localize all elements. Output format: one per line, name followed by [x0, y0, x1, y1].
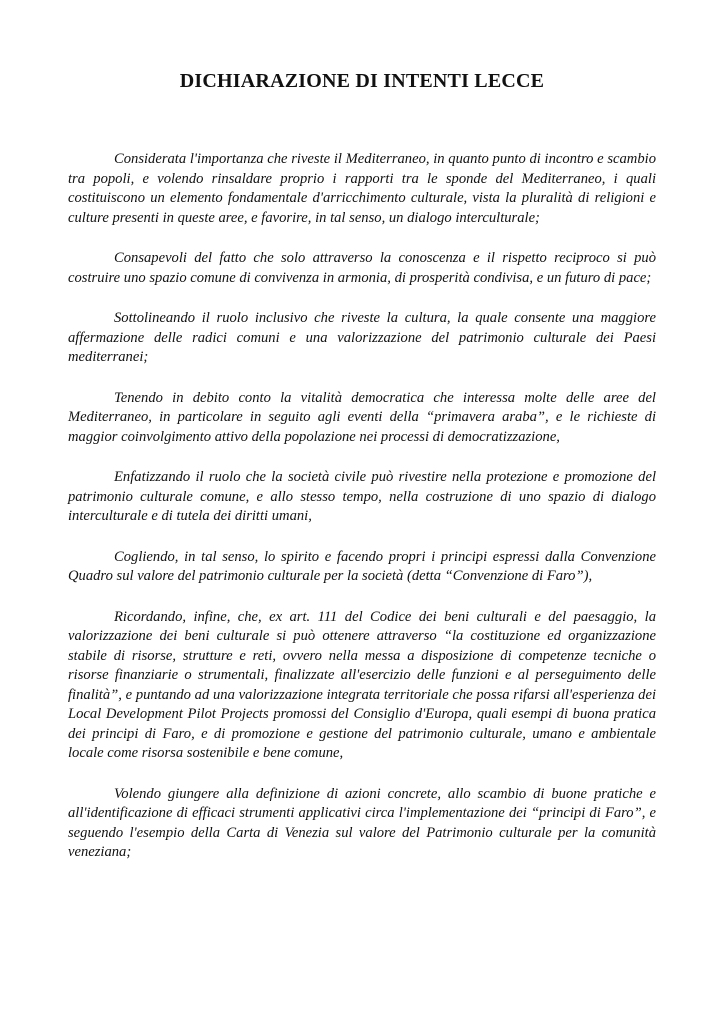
paragraph-considerata: Considerata l'importanza che riveste il Mediterraneo, in quanto punto di incontro e scambio tra popoli, e volendo rinsaldare proprio i rapporti tra le sponde del Mediterraneo, i quali costituiscono un elemento fondamentale d'arricchimento culturale, vista la pluralità di religioni e culture presenti in queste aree, e favorire, in tal senso, un dialogo interculturale; [68, 151, 656, 226]
paragraph-cogliendo: Cogliendo, in tal senso, lo spirito e facendo propri i principi espressi dalla Convenzione Quadro sul valore del patrimonio culturale per la società (detta “Convenzione di Faro”), [68, 548, 656, 584]
paragraph-enfatizzando: Enfatizzando il ruolo che la società civile può rivestire nella protezione e promozione del patrimonio culturale comune, e allo stesso tempo, nella costruzione di uno spazio di dialogo interculturale e di tutela dei diritti umani, [68, 469, 656, 524]
document-title: DICHIARAZIONE DI INTENTI LECCE [179, 70, 545, 92]
paragraph-consapevoli: Consapevoli del fatto che solo attraverso la conoscenza e il rispetto reciproco si può costruire uno spazio comune di convivenza in armonia, di prosperità condivisa, e un futuro di pace; [68, 250, 656, 286]
paragraph-tenendo: Tenendo in debito conto la vitalità democratica che interessa molte delle aree del Mediterraneo, in particolare in seguito agli eventi della “primavera araba”, e le richieste di maggior coinvolgimento attivo della popolazione nei processi di democratizzazione, [68, 389, 656, 445]
paragraph-volendo: Volendo giungere alla definizione di azioni concrete, allo scambio di buone pratiche e all'identificazione di efficaci strumenti applicativi circa l'implementazione dei “principi di Faro”, e seguendo l'esempio della Carta di Venezia sul valore del Patrimonio culturale per la comunità veneziana; [68, 785, 656, 860]
paragraph-sottolineando: Sottolineando il ruolo inclusivo che riveste la cultura, la quale consente una maggiore affermazione delle radici comuni e una valorizzazione del patrimonio culturale dei Paesi mediterranei; [68, 310, 656, 365]
document-body [68, 150, 656, 884]
paragraph-ricordando: Ricordando, infine, che, ex art. 111 del Codice dei beni culturali e del paesaggio, la valorizzazione dei beni culturale si può ottenere attraverso “la costituzione ed organizzazione stabile di risorse, strutture e reti, ovvero nella messa a disposizione di competenze tecniche o risorse finanziarie o strumentali, finalizzate all'esercizio delle funzioni e al perseguimento delle finalità”, e puntando ad una valorizzazione integrata territoriale che possa rifarsi all'esperienza dei Local Development Pilot Projects promossi del Consiglio d'Europa, quali esempi di buona pratica dei principi di Faro, e di promozione e gestione del patrimonio culturale, umano e ambientale locale come risorsa sostenibile e bene comune, [68, 608, 656, 761]
